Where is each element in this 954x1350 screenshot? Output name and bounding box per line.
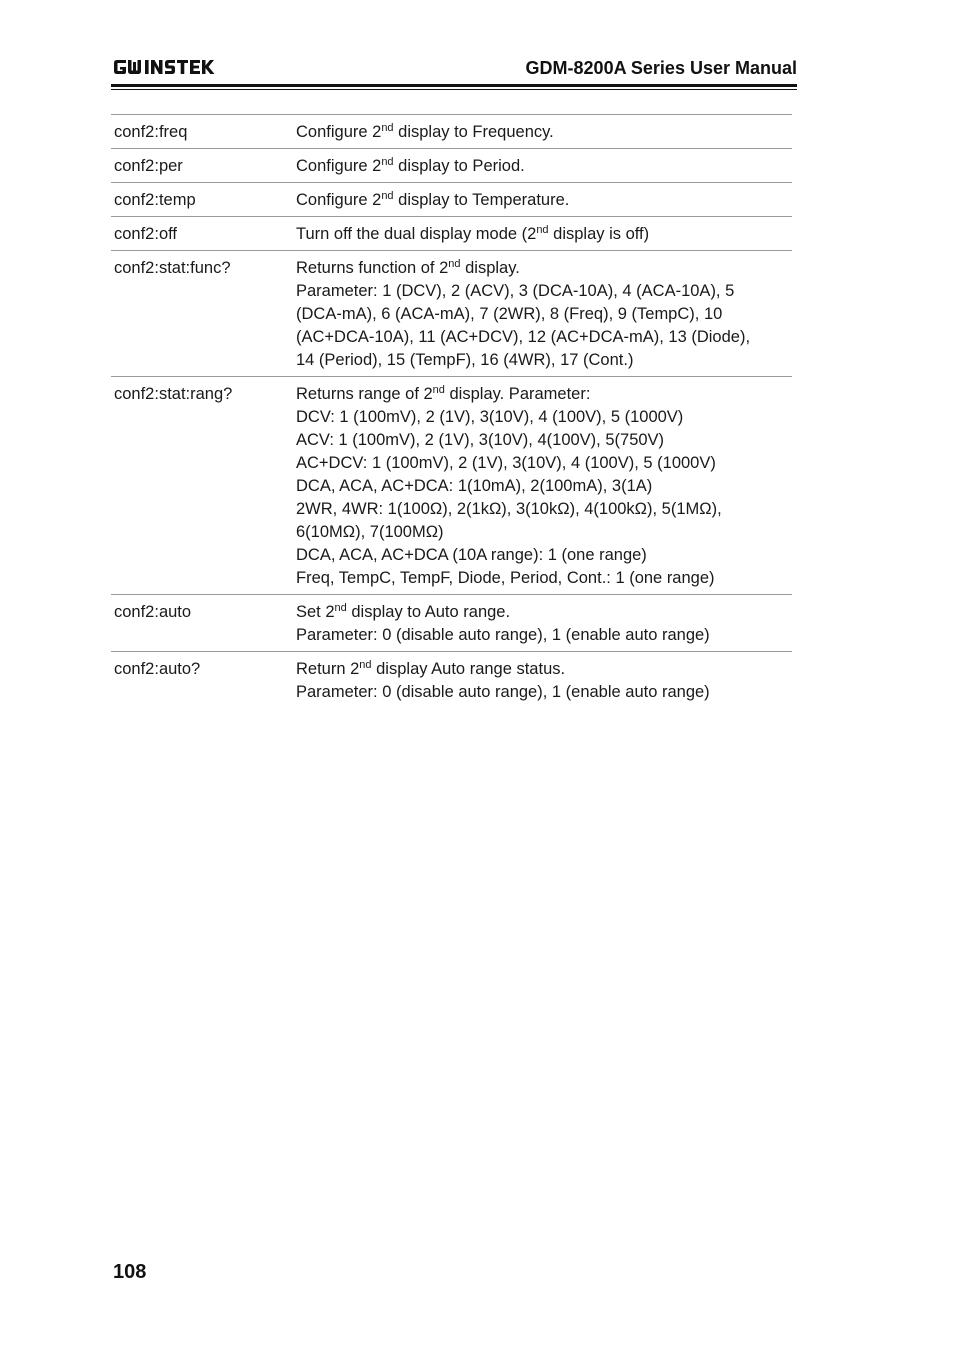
table-row [111,595,792,652]
ordinal-superscript: nd [334,602,347,614]
ordinal-superscript: nd [381,190,394,202]
table-row [111,377,792,595]
command-name: conf2:freq [114,123,188,141]
line-text: AC+DCV: 1 (100mV), 2 (1V), 3(10V), 4 (100V), 5 (1000V) [296,454,716,472]
command-name: conf2:auto [114,603,192,621]
line-text: Configure 2 [296,191,382,209]
header-rule-thick [111,84,797,87]
line-text: DCA, ACA, AC+DCA (10A range): 1 (one range) [296,546,647,564]
description-line [296,223,792,246]
line-text: Parameter: 0 (disable auto range), 1 (enable auto range) [296,626,710,644]
description-line [296,303,792,326]
line-text: Return 2 [296,660,360,678]
line-text: display to Frequency. [393,123,554,141]
description-line [296,429,792,452]
command-description [296,121,792,144]
description-line [296,452,792,475]
ordinal-superscript: nd [359,659,372,671]
command-description [296,257,792,372]
gw-instek-logo [112,56,234,80]
manual-title: GDM-8200A Series User Manual [525,58,797,78]
command-name: conf2:per [114,157,183,175]
description-line [296,521,792,544]
line-text: display. [460,259,520,277]
description-line [296,280,792,303]
line-text: Configure 2 [296,157,382,175]
ordinal-superscript: nd [448,258,461,270]
description-line [296,326,792,349]
command-description [296,658,792,704]
line-text: Configure 2 [296,123,382,141]
line-text: display to Period. [393,157,525,175]
table-row [111,217,792,251]
line-text: Returns range of 2 [296,385,433,403]
description-line [296,349,792,372]
line-text: ACV: 1 (100mV), 2 (1V), 3(10V), 4(100V), 5(750V) [296,431,665,449]
command-name: conf2:temp [114,191,196,209]
description-line [296,383,792,406]
ordinal-superscript: nd [381,156,394,168]
ordinal-superscript: nd [432,384,445,396]
line-text: 2WR, 4WR: 1(100Ω), 2(1kΩ), 3(10kΩ), 4(100kΩ), 5(1MΩ), [296,500,722,518]
description-line [296,155,792,178]
command-description [296,155,792,178]
line-text: display. Parameter: [444,385,591,403]
line-text: display to Temperature. [393,191,570,209]
line-text: Parameter: 1 (DCV), 2 (ACV), 3 (DCA-10A), 4 (ACA-10A), 5 [296,282,735,300]
line-text: Set 2 [296,603,335,621]
page-number: 108 [113,1261,147,1283]
line-text: 6(10MΩ), 7(100MΩ) [296,523,444,541]
description-line [296,498,792,521]
header-rule-thin [111,89,797,90]
description-line [296,601,792,624]
line-text: 14 (Period), 15 (TempF), 16 (4WR), 17 (Cont.) [296,351,634,369]
description-line [296,189,792,212]
gw-instek-logo-mark [112,56,234,80]
command-description [296,223,792,246]
command-name: conf2:auto? [114,660,201,678]
description-line [296,624,792,647]
line-text: display to Auto range. [346,603,511,621]
description-line [296,406,792,429]
line-text: (DCA-mA), 6 (ACA-mA), 7 (2WR), 8 (Freq), 9 (TempC), 10 [296,305,723,323]
table-row [111,115,792,149]
table-row [111,251,792,377]
description-line [296,257,792,280]
ordinal-superscript: nd [536,224,549,236]
line-text: DCA, ACA, AC+DCA: 1(10mA), 2(100mA), 3(1A) [296,477,653,495]
command-description [296,383,792,590]
description-line [296,475,792,498]
line-text: Freq, TempC, TempF, Diode, Period, Cont.: 1 (one range) [296,569,715,587]
description-line [296,544,792,567]
table-row [111,149,792,183]
line-text: DCV: 1 (100mV), 2 (1V), 3(10V), 4 (100V), 5 (1000V) [296,408,684,426]
line-text: display Auto range status. [371,660,566,678]
command-name: conf2:stat:func? [114,259,231,277]
command-table [111,114,792,708]
line-text: display is off) [548,225,650,243]
command-name: conf2:off [114,225,177,243]
table-row [111,652,792,708]
ordinal-superscript: nd [381,122,394,134]
command-description [296,189,792,212]
line-text: Turn off the dual display mode (2 [296,225,537,243]
table-row [111,183,792,217]
description-line [296,567,792,590]
line-text: (AC+DCA-10A), 11 (AC+DCV), 12 (AC+DCA-mA), 13 (Diode), [296,328,751,346]
command-description [296,601,792,647]
line-text: Returns function of 2 [296,259,449,277]
description-line [296,681,792,704]
line-text: Parameter: 0 (disable auto range), 1 (enable auto range) [296,683,710,701]
command-name: conf2:stat:rang? [114,385,233,403]
description-line [296,121,792,144]
description-line [296,658,792,681]
